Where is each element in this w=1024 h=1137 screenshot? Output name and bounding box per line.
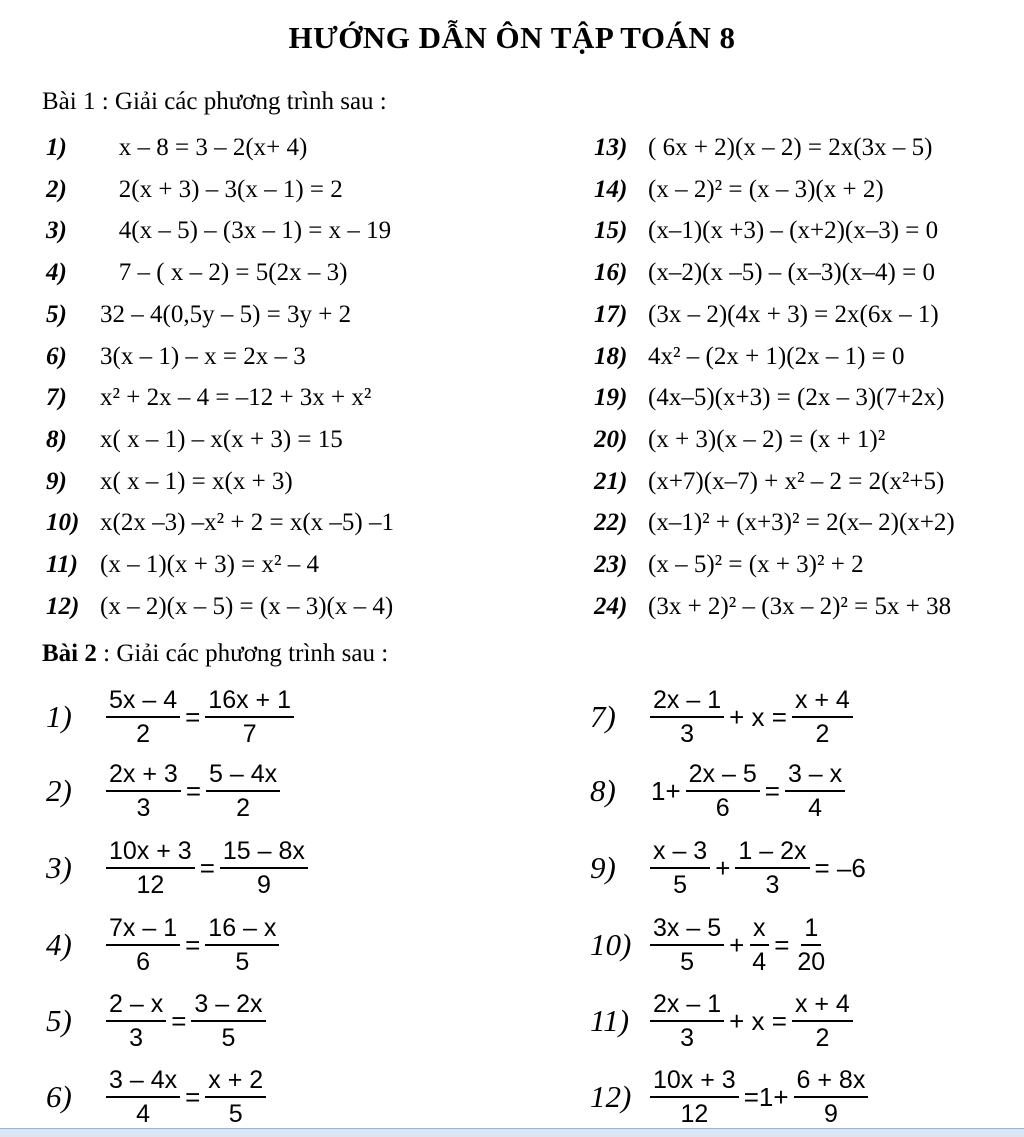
equation-text: (x–1)² + (x+3)² = 2(x– 2)(x+2) — [648, 509, 955, 537]
equation-text: x( x – 1) – x(x + 3) = 15 — [100, 425, 343, 453]
equation-number: 18) — [594, 342, 628, 370]
fraction-equation-row — [590, 680, 855, 754]
fraction-numerator: 16x + 1 — [205, 684, 294, 718]
fraction-equation-row — [46, 754, 282, 828]
fraction — [191, 988, 265, 1054]
operator: = — [185, 929, 201, 960]
fraction-numerator: 5x – 4 — [106, 684, 180, 718]
fraction — [206, 758, 280, 824]
fraction-numerator: 1 – 2x — [735, 835, 809, 869]
equation-row — [594, 337, 905, 377]
fraction — [686, 758, 760, 824]
fraction-denominator: 3 — [765, 871, 780, 899]
fraction-numerator: x — [750, 912, 769, 946]
equation-text: (4x–5)(x+3) = (2x – 3)(7+2x) — [648, 384, 945, 412]
equation-text: x² + 2x – 4 = –12 + 3x + x² — [100, 384, 372, 412]
fraction-denominator: 5 — [673, 871, 688, 899]
fraction-numerator: x + 2 — [205, 1064, 266, 1098]
fraction-equation-row — [46, 908, 281, 982]
fraction-denominator: 5 — [680, 948, 694, 976]
fraction-denominator: 5 — [228, 1100, 243, 1128]
fraction-numerator: 2x – 1 — [650, 684, 724, 718]
equation-number: 22) — [594, 509, 628, 537]
equation-number: 10) — [46, 509, 80, 537]
equation-row — [46, 462, 293, 502]
equation-text: ( 6x + 2)(x – 2) = 2x(3x – 5) — [648, 134, 933, 161]
equation-text: (x + 3)(x – 2) = (x + 1)² — [648, 425, 886, 453]
fraction — [106, 1064, 180, 1130]
fraction-equation-row — [46, 680, 296, 754]
fraction — [650, 988, 724, 1054]
fraction-numerator: 7x – 1 — [106, 912, 180, 946]
fraction-denominator: 12 — [136, 871, 165, 899]
fraction-denominator: 9 — [256, 871, 271, 899]
fraction — [106, 684, 180, 750]
fraction-numerator: 15 – 8x — [220, 835, 308, 869]
fraction-numerator: 2x – 1 — [650, 988, 724, 1022]
fraction-numerator: 2x + 3 — [106, 758, 181, 792]
fraction — [650, 912, 724, 978]
fraction — [749, 912, 769, 978]
fraction — [785, 758, 845, 824]
equation-number: 12) — [590, 1079, 632, 1114]
equation-row — [46, 170, 343, 210]
fraction — [650, 835, 710, 901]
equation-number: 2) — [46, 773, 72, 808]
operator: 1+ — [651, 775, 681, 806]
fraction — [650, 1064, 739, 1130]
fraction — [792, 684, 853, 750]
fraction-denominator: 20 — [797, 948, 826, 976]
equation-number: 7) — [46, 384, 67, 412]
fraction-denominator: 2 — [136, 720, 150, 748]
fraction — [792, 988, 853, 1054]
equation-number: 4) — [46, 927, 72, 962]
equation-row — [594, 587, 951, 627]
fraction-equation-row — [590, 1060, 870, 1134]
equation-number: 21) — [594, 467, 628, 495]
fraction-numerator: 3 – 4x — [106, 1064, 180, 1098]
fraction-numerator: 16 – x — [205, 912, 279, 946]
equation-number: 3) — [46, 850, 72, 885]
fraction-equation-row — [590, 908, 830, 982]
equation-number: 12) — [46, 592, 80, 620]
equation-text: (x – 1)(x + 3) = x² – 4 — [100, 551, 319, 578]
fraction-denominator: 3 — [129, 1024, 144, 1052]
fraction-denominator: 2 — [815, 1024, 830, 1052]
fraction — [205, 684, 294, 750]
operator: = –6 — [814, 852, 866, 883]
equation-text: 3(x – 1) – x = 2x – 3 — [100, 342, 306, 370]
equation-row — [594, 420, 885, 460]
equation-number: 23) — [594, 551, 628, 578]
fraction-denominator: 7 — [242, 720, 257, 748]
bai1-label: Bài 1 — [42, 88, 96, 115]
equation-row — [594, 211, 938, 251]
equation-row — [46, 337, 306, 377]
equation-row — [594, 253, 935, 293]
fraction-denominator: 5 — [221, 1024, 236, 1052]
operator: + x = — [729, 1005, 787, 1036]
operator: + x = — [729, 701, 787, 732]
fraction — [794, 912, 828, 978]
fraction-denominator: 4 — [808, 794, 822, 822]
operator: = — [199, 852, 215, 883]
fraction-denominator: 6 — [715, 794, 730, 822]
equation-number: 6) — [46, 342, 67, 370]
equation-number: 15) — [594, 217, 628, 245]
equation-number: 1) — [46, 699, 72, 734]
fraction-numerator: 3x – 5 — [650, 912, 724, 946]
equation-row — [594, 462, 944, 502]
equation-text: 2(x + 3) – 3(x – 1) = 2 — [100, 175, 343, 203]
equation-text: (3x – 2)(4x + 3) = 2x(6x – 1) — [648, 300, 939, 328]
equation-number: 11) — [590, 1003, 630, 1038]
equation-number: 1) — [46, 134, 67, 161]
equation-text: (x – 2)² = (x – 3)(x + 2) — [648, 175, 884, 203]
fraction — [106, 835, 195, 901]
equation-row — [46, 587, 393, 627]
equation-row — [46, 128, 307, 168]
bai2-heading — [42, 640, 388, 668]
fraction-denominator: 3 — [136, 794, 151, 822]
equation-number: 10) — [590, 927, 632, 962]
equation-number: 3) — [46, 217, 67, 245]
fraction — [794, 1064, 869, 1130]
equation-text: 4x² – (2x + 1)(2x – 1) = 0 — [648, 342, 905, 370]
equation-number: 5) — [46, 1003, 72, 1038]
fraction — [106, 758, 181, 824]
fraction — [205, 1064, 266, 1130]
fraction-denominator: 2 — [236, 794, 250, 822]
page-title: HƯỚNG DẪN ÔN TẬP TOÁN 8 — [288, 20, 736, 55]
equation-text: (3x + 2)² – (3x – 2)² = 5x + 38 — [648, 592, 952, 620]
fraction-equation-row — [46, 831, 310, 905]
equation-row — [594, 128, 932, 168]
fraction-equation-row — [46, 1060, 268, 1134]
fraction-denominator: 3 — [680, 1024, 694, 1052]
equation-number: 9) — [46, 467, 67, 495]
fraction-numerator: 2x – 5 — [686, 758, 760, 792]
equation-text: 4(x – 5) – (3x – 1) = x – 19 — [100, 217, 392, 245]
equation-row — [46, 295, 351, 335]
equation-number: 9) — [590, 850, 616, 885]
fraction — [220, 835, 308, 901]
fraction — [106, 912, 180, 978]
equation-row — [46, 211, 391, 251]
equation-number: 6) — [46, 1079, 72, 1114]
equation-text: 7 – ( x – 2) = 5(2x – 3) — [100, 259, 348, 287]
equation-number: 20) — [594, 425, 628, 453]
operator: =1+ — [743, 1081, 789, 1112]
operator: + — [715, 852, 731, 883]
fraction-equation-row — [46, 984, 268, 1058]
equation-text: (x – 2)(x – 5) = (x – 3)(x – 4) — [100, 592, 394, 620]
fraction-numerator: x + 4 — [792, 988, 853, 1022]
fraction-numerator: x – 3 — [650, 835, 710, 869]
fraction-denominator: 4 — [136, 1100, 150, 1128]
fraction-numerator: 5 – 4x — [206, 758, 280, 792]
operator: = — [774, 929, 790, 960]
equation-row — [46, 545, 319, 585]
equation-text: (x–2)(x –5) – (x–3)(x–4) = 0 — [648, 259, 935, 287]
fraction-numerator: 10x + 3 — [650, 1064, 739, 1098]
bai2-label: Bài 2 — [42, 640, 97, 667]
equation-row — [46, 378, 371, 418]
fraction-numerator: 6 + 8x — [794, 1064, 869, 1098]
equation-text: (x–1)(x +3) – (x+2)(x–3) = 0 — [648, 217, 939, 245]
fraction-denominator: 5 — [235, 948, 250, 976]
fraction — [106, 988, 166, 1054]
operator: + — [729, 929, 745, 960]
equation-text: x( x – 1) = x(x + 3) — [100, 467, 293, 495]
equation-row — [594, 545, 864, 585]
fraction-denominator: 12 — [680, 1100, 709, 1128]
equation-text: x(2x –3) –x² + 2 = x(x –5) –1 — [100, 509, 394, 537]
fraction-numerator: x + 4 — [792, 684, 853, 718]
equation-number: 5) — [46, 300, 67, 328]
fraction-equation-row — [590, 984, 855, 1058]
fraction-denominator: 6 — [136, 948, 150, 976]
operator: = — [185, 775, 201, 806]
bai1-heading — [42, 88, 387, 116]
bai1-instruction: : Giải các phương trình sau : — [95, 88, 387, 115]
operator: = — [185, 1081, 201, 1112]
equation-number: 13) — [594, 134, 628, 161]
equation-number: 19) — [594, 384, 628, 412]
equation-text: (x – 5)² = (x + 3)² + 2 — [648, 551, 864, 578]
fraction-denominator: 2 — [815, 720, 830, 748]
equation-row — [594, 378, 944, 418]
equation-number: 8) — [590, 773, 616, 808]
equation-row — [46, 503, 394, 543]
fraction — [735, 835, 809, 901]
fraction-denominator: 9 — [823, 1100, 838, 1128]
equation-number: 16) — [594, 259, 628, 287]
fraction — [650, 684, 724, 750]
equation-text: x – 8 = 3 – 2(x+ 4) — [100, 134, 308, 161]
equation-row — [594, 503, 955, 543]
equation-text: 32 – 4(0,5y – 5) = 3y + 2 — [100, 300, 352, 328]
equation-row — [46, 253, 347, 293]
operator: = — [171, 1005, 187, 1036]
equation-number: 17) — [594, 300, 628, 328]
fraction-denominator: 4 — [752, 948, 767, 976]
fraction-numerator: 3 – x — [785, 758, 845, 792]
equation-row — [594, 170, 884, 210]
fraction-numerator: 2 – x — [106, 988, 166, 1022]
fraction-numerator: 10x + 3 — [106, 835, 195, 869]
equation-number: 11) — [46, 551, 78, 578]
equation-number: 4) — [46, 259, 67, 287]
operator: = — [764, 775, 780, 806]
fraction-denominator: 3 — [680, 720, 694, 748]
equation-number: 8) — [46, 425, 67, 453]
bai2-instruction: : Giải các phương trình sau : — [96, 640, 389, 667]
equation-row — [594, 295, 939, 335]
fraction-numerator: 1 — [801, 912, 821, 946]
equation-number: 14) — [594, 175, 628, 203]
operator: = — [185, 701, 201, 732]
equation-number: 24) — [594, 592, 628, 620]
equation-number: 7) — [590, 699, 616, 734]
fraction-equation-row — [590, 831, 869, 905]
fraction — [205, 912, 279, 978]
equation-row — [46, 420, 343, 460]
fraction-equation-row — [590, 754, 847, 828]
equation-text: (x+7)(x–7) + x² – 2 = 2(x²+5) — [648, 467, 945, 495]
fraction-numerator: 3 – 2x — [191, 988, 265, 1022]
equation-number: 2) — [46, 175, 67, 203]
